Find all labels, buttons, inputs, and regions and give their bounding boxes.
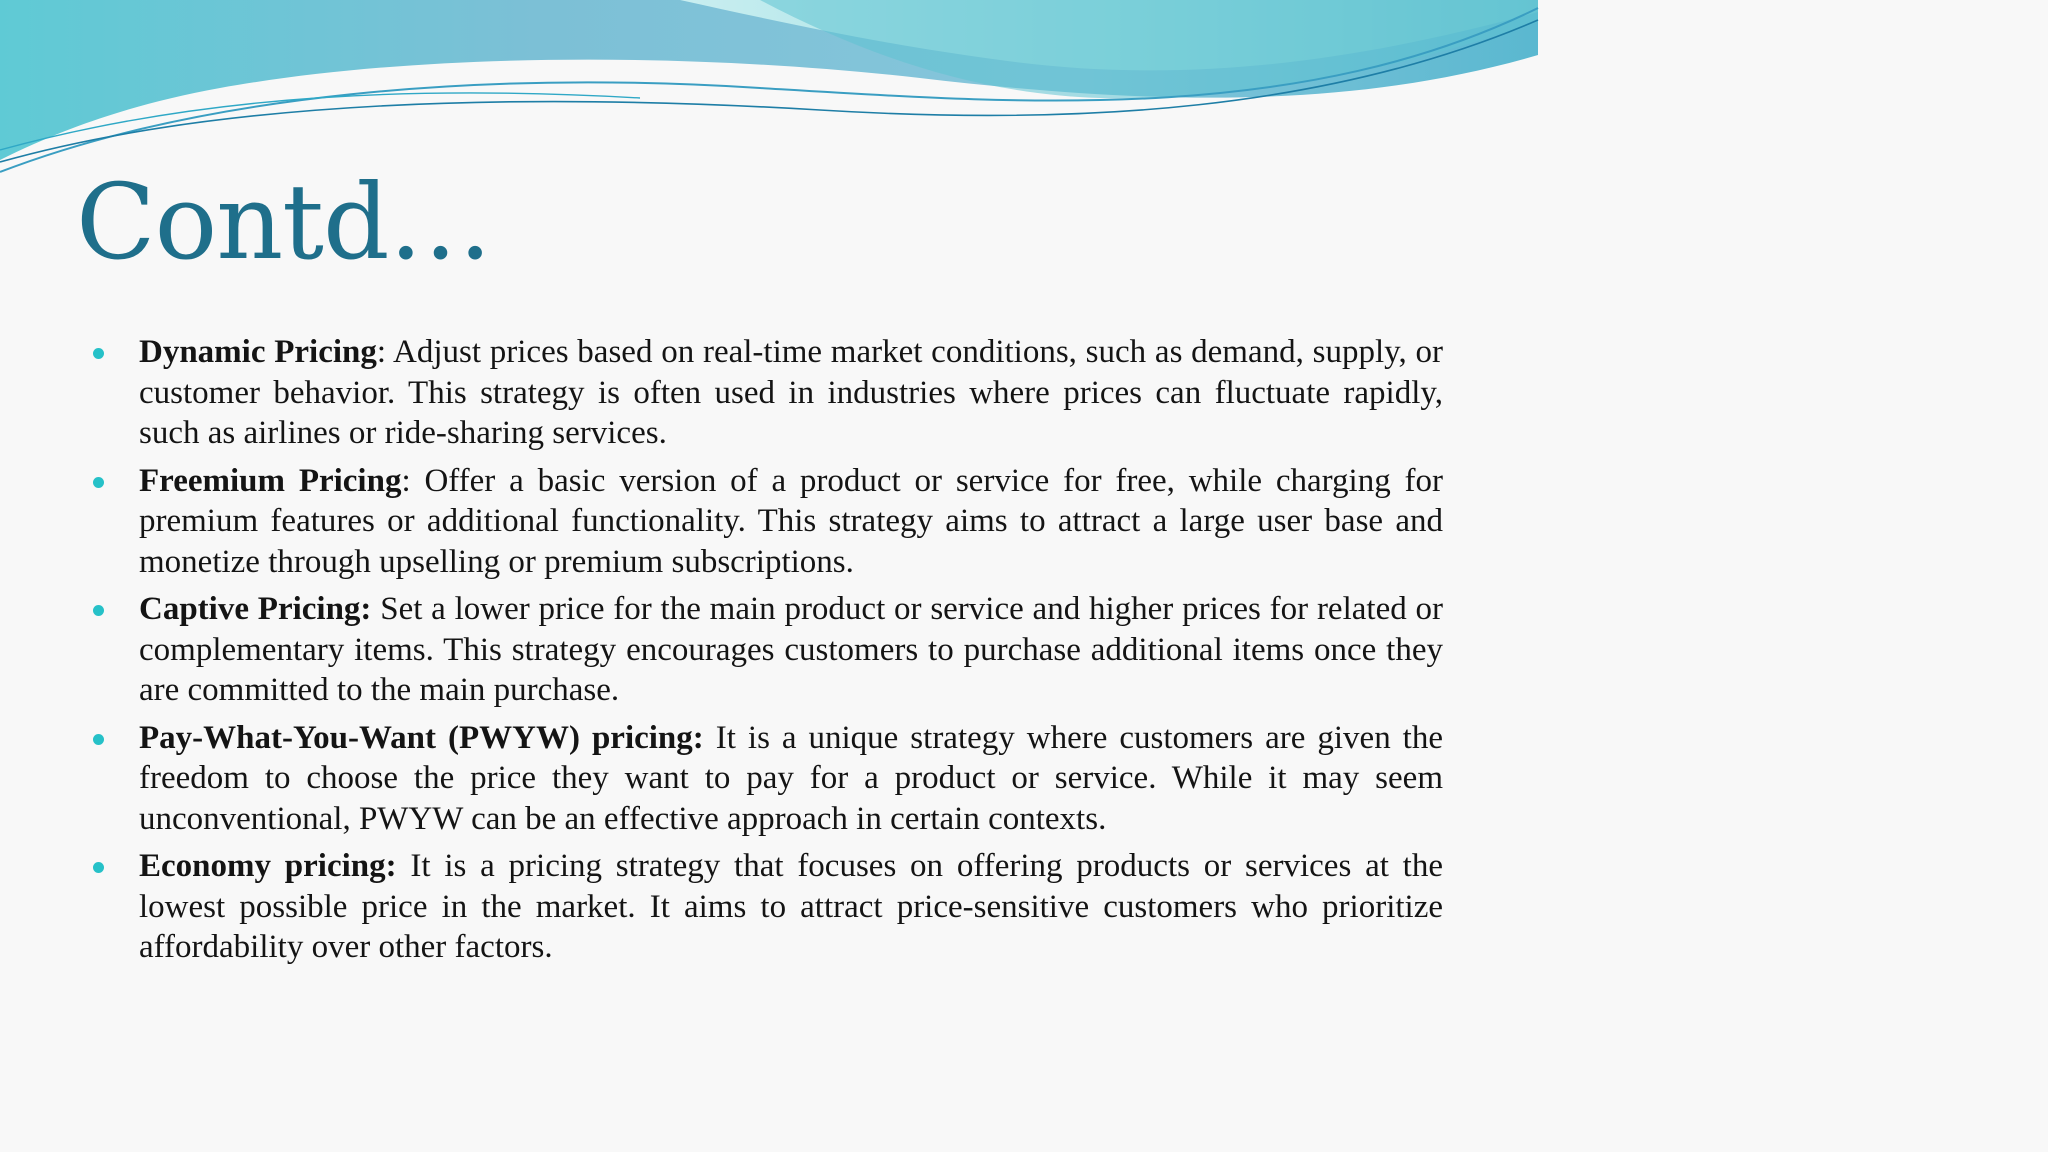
bullet-term: Freemium Pricing — [139, 462, 402, 499]
bullet-text: : Offer a basic version of a product or service for free, while charging for premium features or additional functionality. This strategy aims to attract a large user base and monetize through upselling or premium subscriptions. — [139, 462, 1443, 580]
bullet-dot-icon — [93, 734, 104, 745]
slide-title: Contd… — [76, 161, 492, 283]
bullet-term: Pay-What-You-Want (PWYW) pricing: — [139, 719, 704, 756]
pricing-strategies-list — [90, 332, 1443, 975]
bullet-dynamic-pricing — [90, 332, 1443, 454]
bullet-text: Set a lower price for the main product or service and higher prices for related or complementary items. This strategy encourages customers to purchase additional items once they are committed to the main purchase. — [139, 591, 1443, 708]
bullet-text: It is a unique strategy where customers are given the freedom to choose the price they want to pay for a product or service. While it may seem unconventional, PWYW can be an effective approach in certain contexts. — [139, 719, 1443, 837]
bullet-captive-pricing — [90, 589, 1443, 711]
bullet-dot-icon — [93, 348, 104, 359]
bullet-text: : Adjust prices based on real-time market conditions, such as demand, supply, or customer behavior. This strategy is often used in industries where prices can fluctuate rapidly, such as airlines or ride-sharing services. — [139, 334, 1443, 451]
bullet-term: Captive Pricing: — [139, 591, 372, 627]
bullet-term: Economy pricing: — [139, 848, 397, 884]
bullet-dot-icon — [93, 477, 104, 488]
bullet-dot-icon — [93, 605, 104, 616]
bullet-term: Dynamic Pricing — [139, 334, 377, 370]
bullet-economy-pricing — [90, 846, 1443, 968]
bullet-freemium-pricing — [90, 461, 1443, 583]
bullet-text: It is a pricing strategy that focuses on offering products or services at the lowest possible price in the market. It aims to attract price-sensitive customers who prioritize affordability over other factors. — [139, 848, 1443, 965]
bullet-pwyw-pricing — [90, 718, 1443, 840]
bullet-dot-icon — [93, 862, 104, 873]
